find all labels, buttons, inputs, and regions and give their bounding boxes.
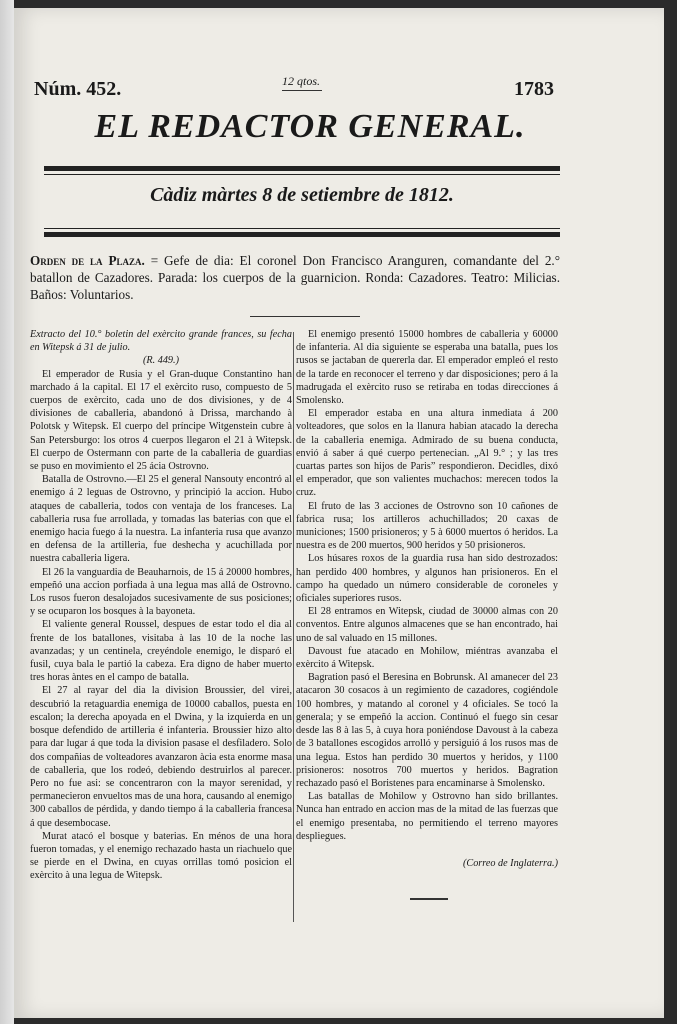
end-mark (410, 898, 448, 900)
article-heading: Extracto del 10.° boletin del exèrcito grande frances, su fecha en Witepsk á 31 de julio. (30, 329, 292, 354)
paragraph: Las batallas de Mohilow y Ostrovno han sido brillantes. Nunca han entrado en accion mas de la mitad de las fuerzas que el enemigo presentaba, no permitiendo el terreno mayores despliegues. (296, 791, 558, 842)
paragraph: Davoust fue atacado en Mohilow, miéntras avanzaba el exèrcito á Witepsk. (296, 645, 558, 671)
quarto-underline (282, 90, 322, 91)
page-binding-edge (0, 0, 14, 1024)
source-attribution: (Correo de Inglaterra.) (463, 857, 558, 869)
orden-text: = Gefe de dia: El coronel Don Francisco Aranguren, comandante del 2.° batallon de Cazadores. Parada: los cuerpos de la guarnicion. Ronda: Cazadores. Teatro: Milicias. Baños: Voluntarios. (30, 253, 561, 302)
orden-label: Orden de la Plaza. (30, 253, 145, 268)
column-separator (293, 332, 294, 922)
paragraph: El 27 al rayar del dia la division Broussier, del virei, descubrió la retaguardia enemiga de 10000 caballos, puesta en escalon; la derecha apoyada en el Dwina, y la izquierda en un bosque defendido de artilleria é infanteria. Broussier hizo alto para dar lugar á que toda la division pasase el desfiladero. Solo dos compañias de volteadores avanzaron àcia esta enorme masa de caballeria, que los rodeó, debiendo destruirlos al parecer. Pero no fue asi: se concentraron con la mayor serenidad, y permanecieron envueltos mas de una hora, causando al enemigo 300 caballos de pérdida, y dando tiempo á la caballeria francesa á que desembocase. (30, 685, 292, 829)
paragraph: El 26 la vanguardia de Beauharnois, de 15 á 20000 hombres, empeñó una accion porfiada à una legua mas allá de Ostrovno. Los rusos fueron desalojados sucesivamente de sus posiciones; y se ocuparon los bosques à la bayoneta. (30, 566, 292, 618)
left-column (30, 328, 292, 883)
paragraph: Murat atacó el bosque y baterias. En ménos de una hora fueron tomadas, y el enemigo rechazado hasta un riachuelo que se pierde en el Dwina, en cuyas orrillas tomó posicion el exèrcito à una legua de Witepsk. (30, 830, 292, 882)
paragraph: El fruto de las 3 acciones de Ostrovno son 10 cañones de fabrica rusa; los artilleros achuchillados; 20 caxas de municiones; 1500 prisioneros; y 5 à 6000 muertos ó heridos. La nuestra es de 200 muertos, 900 heridos y 50 prisioneros. (296, 500, 558, 552)
paragraph: El emperador de Rusia y el Gran-duque Constantino han marchado á la capital. El 17 el exèrcito ruso, compuesto de 5 cuerpos de exèrcito, cada uno de dos divisiones, y de 4 divisiones de caballeria, abandonó à Drissa, marchando à Polotsk y Witepsk. El cuerpo del príncipe Witgenstein cubre à San Petersburgo: los otros 4 cuerpos llegaron el 21 à Witepsk. El cuerpo de Ostermann con parte de la caballeria de guardias se puso en movimiento el 25 ácia Ostrovno. (30, 368, 292, 473)
paragraph: El emperador estaba en una altura inmediata á 200 volteadores, que solos en la llanura habian atacado la derecha de la caballeria enemiga. Admirado de su buena conducta, envió á saber á qué cuerpo pertenecian. „Al 9.° ; y las tres cuartas partes son hijos de Paris” respondieron. Decidles, dixó el emperador, que son valientes muchachos: merecen todos la cruz. (296, 408, 558, 499)
date-rule-thin (44, 228, 560, 229)
paragraph: El valiente general Roussel, despues de estar todo el dia al frente de los batallones, visitaba à las 10 de la noche las avanzadas; y un centinela, creyéndole enemigo, le disparó el fusil, cuya bala le partió la cabeza. Era digno de haber muerto tres horas àntes en el campo de batalla. (30, 619, 292, 684)
right-column (296, 328, 558, 870)
paragraph: Los húsares roxos de la guardia rusa han sido destrozados: han perdido 400 hombres, y algunos han prisioneros. En el campo ha quedado un número considerable de coroneles y oficiales superiores rusos. (296, 553, 558, 605)
paragraph: El enemigo presentó 15000 hombres de caballeria y 60000 de infanteria. Al dia siguiente se esperaba una batalla, pues los rusos se jactaban de quererla dar. El emperador empleó el resto de la tarde en reconocer el terreno y dar disposiciones; pero á la madrugada el exèrcito ruso se retiraba en todas direcciones á Smolensko. (296, 329, 558, 407)
paragraph: Bagration pasó el Beresina en Bobrunsk. Al amanecer del 23 atacaron 30 cosacos à un regimiento de cazadores, cogiéndole 100 hombres, y matando al coronel y 4 oficiales. Se tocó la generala; y se empeñó la accion. Continuó el fuego sin cesar desde las 8 à las 5, à cuya hora poniéndose Davoust à la cabeza de 3 batallones escogidos arrolló y persiguió á los rusos mas de una legua. Estos han perdido 30 muertos y heridos, y 1100 prisioneros: nosotros 700 muertos y heridos. Bagration rechazado pasó el Boristenes para encaminarse à Smolensko. (296, 672, 558, 789)
dateline: Càdiz màrtes 8 de setiembre de 1812. (150, 184, 454, 206)
article-reference: (R. 449.) (143, 355, 179, 367)
page-number: 1783 (514, 78, 554, 100)
masthead-row (34, 74, 554, 106)
title-rule-thick (44, 166, 560, 171)
section-divider (250, 316, 360, 317)
title-rule-thin (44, 174, 560, 175)
paragraph: Batalla de Ostrovno.—El 25 el general Nansouty encontró al enemigo á 2 leguas de Ostrovno, y principió la accion. Hubo ataques de caballeria, todos con ventaja de los franceses. La caballeria rusa fue arrollada, y tomadas las baterias con que el enemigo hacia fuego á la nuestra. La infanteria rusa que avanzo en defensa de la artilleria, fue deshecha y acuchillada por nuestra caballeria ligera. (30, 474, 292, 565)
newspaper-title: EL REDACTOR GENERAL. (94, 108, 526, 145)
issue-number: Núm. 452. (34, 78, 122, 100)
paragraph: El 28 entramos en Witepsk, ciudad de 30000 almas con 20 conventos. Entre algunos almacenes que se han encontrado, hai uno de sal valuado en 15 millones. (296, 606, 558, 644)
quarto-note: 12 qtos. (282, 74, 321, 88)
date-rule-thick (44, 232, 560, 237)
orden-de-la-plaza (30, 252, 560, 303)
